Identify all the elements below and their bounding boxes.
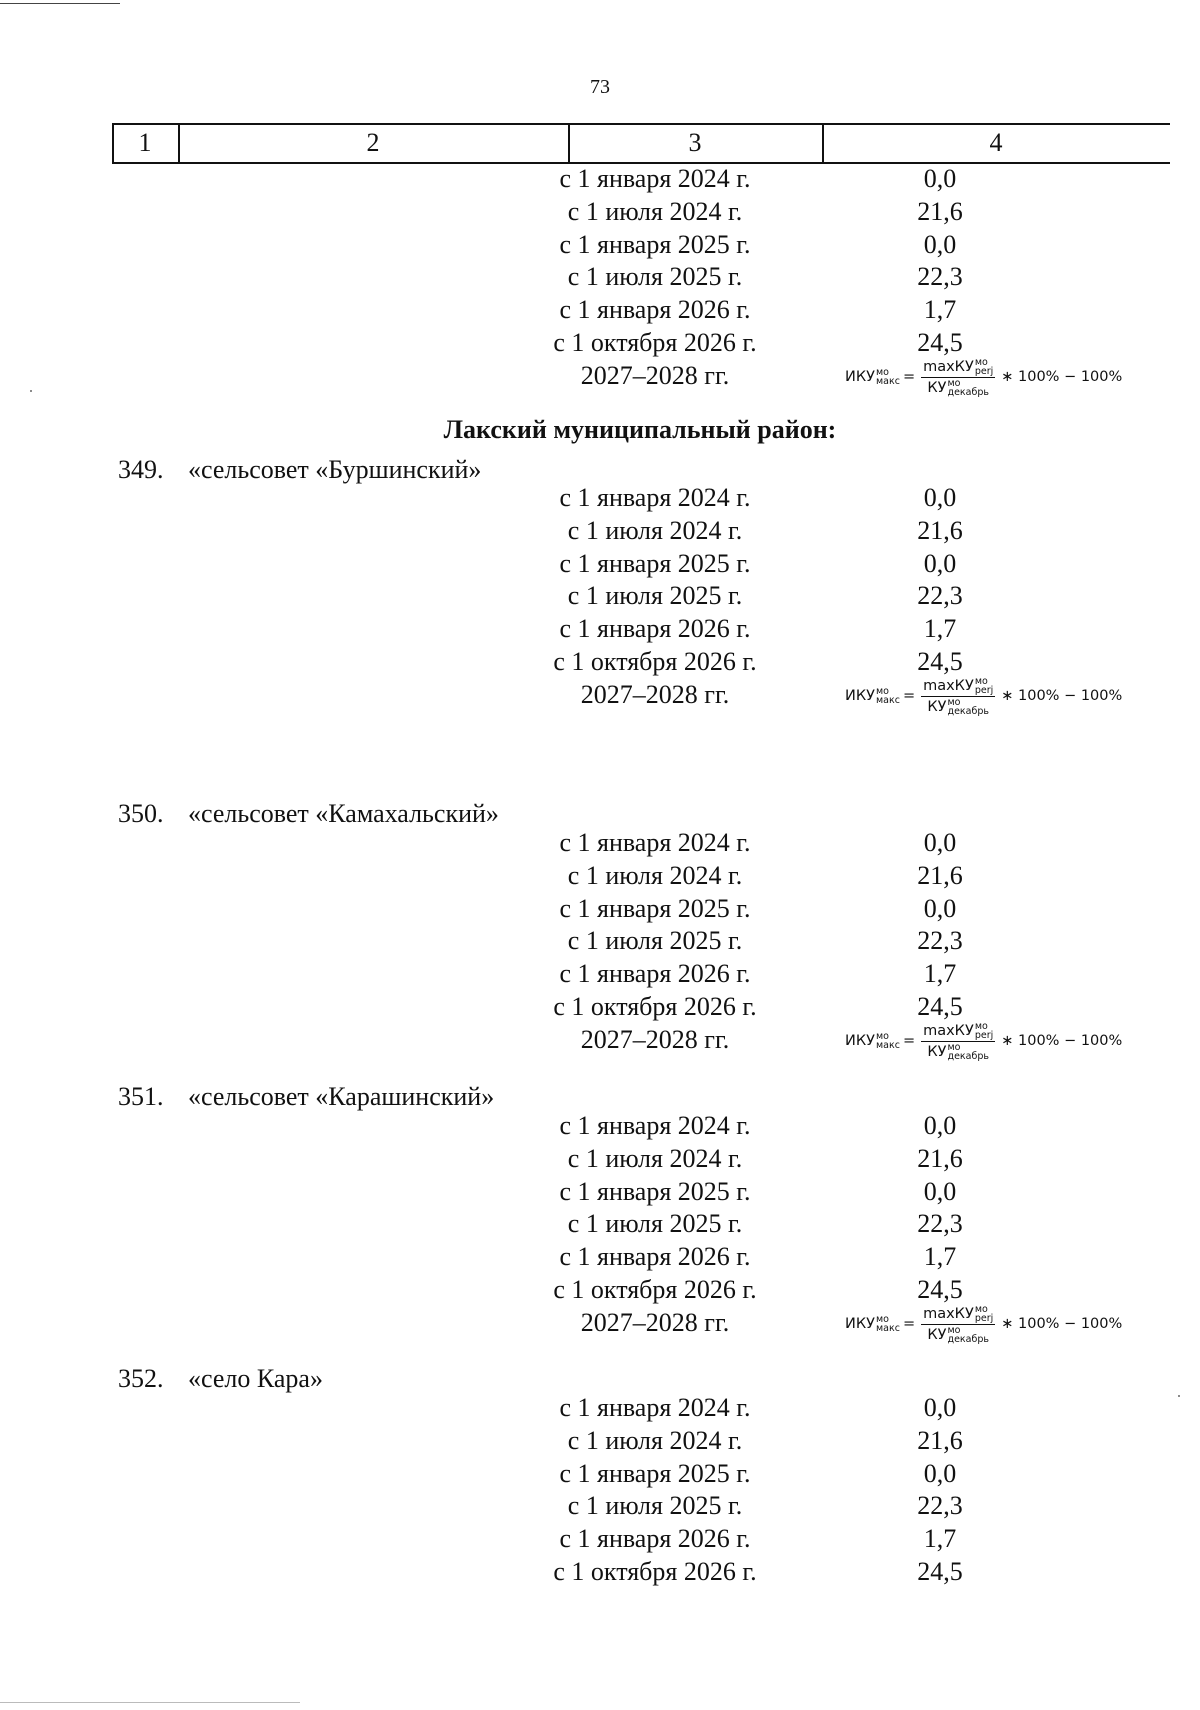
period-cell: с 1 января 2026 г. (559, 295, 751, 325)
value-cell: 24,5 (917, 1275, 963, 1304)
formula-fraction (921, 1022, 995, 1061)
table-header-col-4: 4 (989, 128, 1003, 157)
value-cell: 22,3 (917, 262, 963, 292)
formula-numerator: maxКУ мо perj (923, 1303, 994, 1324)
formula-numerator: maxКУ мо perj (923, 356, 994, 377)
period-cell: с 1 июля 2025 г. (567, 581, 743, 611)
value-cell: 0,0 (923, 1458, 957, 1488)
period-cell: с 1 июля 2025 г. (567, 1209, 743, 1239)
entry-name: «сельсовет «Камахальский» (188, 799, 499, 828)
formula-lhs: ИКУ мо макс (845, 686, 900, 707)
period-cell: с 1 октября 2026 г. (553, 1275, 757, 1304)
value-cell: 0,0 (923, 828, 957, 857)
value-cell: 22,3 (917, 1209, 963, 1239)
value-cell: 0,0 (923, 1176, 957, 1206)
value-cell: 0,0 (923, 229, 957, 259)
list-item (118, 1082, 494, 1112)
entry-name: «сельсовет «Карашинский» (188, 1082, 495, 1111)
period-cell: с 1 января 2024 г. (559, 164, 751, 193)
entry-number: 349. (118, 455, 164, 484)
period-cell: 2027–2028 гг. (580, 360, 730, 390)
value-cell: 1,7 (923, 614, 957, 644)
value-cell: 21,6 (917, 1143, 963, 1173)
formula-fraction (921, 677, 995, 716)
formula-numerator: maxКУ мо perj (923, 675, 994, 696)
period-cell: с 1 октября 2026 г. (553, 992, 757, 1021)
list-item (118, 1364, 323, 1394)
formula-tail: ∗ 100% − 100% (1001, 1033, 1123, 1050)
table-top-rule (112, 123, 1170, 125)
value-cell: 24,5 (917, 1557, 963, 1586)
formula (845, 1022, 1122, 1061)
list-item (118, 455, 481, 485)
value-cell: 0,0 (923, 483, 957, 512)
scan-edge-mark (0, 1702, 300, 1703)
value-cell: 21,6 (917, 860, 963, 890)
value-cell: 21,6 (917, 515, 963, 545)
formula-fraction (921, 358, 995, 397)
period-cell: с 1 января 2025 г. (559, 548, 751, 578)
period-cell: с 1 января 2025 г. (559, 229, 751, 259)
table-header-col-3: 3 (688, 128, 702, 157)
scan-speck (1178, 1395, 1180, 1397)
page-number: 73 (590, 76, 610, 98)
value-cell: 1,7 (923, 295, 957, 325)
period-cell: с 1 октября 2026 г. (553, 1557, 757, 1586)
formula (845, 1305, 1122, 1344)
formula-lhs: ИКУ мо макс (845, 1031, 900, 1052)
period-cell: с 1 января 2024 г. (559, 1111, 751, 1140)
formula-tail: ∗ 100% − 100% (1001, 1316, 1123, 1333)
value-cell: 24,5 (917, 992, 963, 1021)
period-cell: с 1 июля 2024 г. (567, 860, 743, 890)
period-cell: с 1 октября 2026 г. (553, 328, 757, 357)
period-cell: с 1 июля 2024 г. (567, 1143, 743, 1173)
table-header-col-2: 2 (366, 128, 380, 157)
formula-tail: ∗ 100% − 100% (1001, 369, 1123, 386)
value-cell: 22,3 (917, 926, 963, 956)
value-cell: 0,0 (923, 1111, 957, 1140)
scan-speck (30, 390, 32, 392)
period-cell: с 1 июля 2025 г. (567, 1491, 743, 1521)
formula-equals: = (902, 369, 916, 386)
formula-equals: = (902, 1033, 916, 1050)
formula-denominator: КУ мо декабрь (927, 1324, 989, 1345)
formula-fraction (921, 1305, 995, 1344)
formula-denominator: КУ мо декабрь (927, 696, 989, 717)
value-cell: 0,0 (923, 164, 957, 193)
value-cell: 22,3 (917, 581, 963, 611)
value-cell: 0,0 (923, 548, 957, 578)
formula-numerator: maxКУ мо perj (923, 1020, 994, 1041)
value-cell: 0,0 (923, 1393, 957, 1422)
period-cell: с 1 января 2026 г. (559, 1242, 751, 1272)
value-cell: 1,7 (923, 1524, 957, 1554)
district-heading: Лакский муниципальный район: (443, 415, 837, 444)
formula-equals: = (902, 1316, 916, 1333)
formula (845, 358, 1122, 397)
period-cell: с 1 июля 2024 г. (567, 196, 743, 226)
entry-number: 352. (118, 1364, 164, 1393)
formula-equals: = (902, 688, 916, 705)
formula (845, 677, 1122, 716)
period-cell: с 1 июля 2025 г. (567, 926, 743, 956)
entry-name: «село Кара» (188, 1364, 323, 1393)
value-cell: 24,5 (917, 647, 963, 676)
formula-lhs: ИКУ мо макс (845, 367, 900, 388)
period-cell: с 1 октября 2026 г. (553, 647, 757, 676)
period-cell: с 1 января 2024 г. (559, 483, 751, 512)
period-cell: с 1 января 2026 г. (559, 1524, 751, 1554)
period-cell: с 1 января 2025 г. (559, 893, 751, 923)
value-cell: 24,5 (917, 328, 963, 357)
period-cell: 2027–2028 гг. (580, 679, 730, 709)
period-cell: с 1 января 2026 г. (559, 959, 751, 989)
value-cell: 21,6 (917, 196, 963, 226)
period-cell: с 1 января 2024 г. (559, 1393, 751, 1422)
period-cell: 2027–2028 гг. (580, 1024, 730, 1054)
formula-lhs: ИКУ мо макс (845, 1314, 900, 1335)
value-cell: 0,0 (923, 893, 957, 923)
period-cell: 2027–2028 гг. (580, 1307, 730, 1337)
table-header-col-1: 1 (138, 128, 152, 157)
period-cell: с 1 января 2025 г. (559, 1458, 751, 1488)
list-item (118, 799, 499, 829)
value-cell: 22,3 (917, 1491, 963, 1521)
period-cell: с 1 июля 2025 г. (567, 262, 743, 292)
formula-denominator: КУ мо декабрь (927, 1041, 989, 1062)
period-cell: с 1 июля 2024 г. (567, 1425, 743, 1455)
entry-number: 351. (118, 1082, 164, 1111)
scan-edge-mark (0, 3, 120, 4)
period-cell: с 1 января 2025 г. (559, 1176, 751, 1206)
period-cell: с 1 января 2026 г. (559, 614, 751, 644)
formula-denominator: КУ мо декабрь (927, 377, 989, 398)
period-cell: с 1 января 2024 г. (559, 828, 751, 857)
entry-name: «сельсовет «Буршинский» (188, 455, 482, 484)
entry-number: 350. (118, 799, 164, 828)
period-cell: с 1 июля 2024 г. (567, 515, 743, 545)
value-cell: 21,6 (917, 1425, 963, 1455)
formula-tail: ∗ 100% − 100% (1001, 688, 1123, 705)
value-cell: 1,7 (923, 959, 957, 989)
value-cell: 1,7 (923, 1242, 957, 1272)
